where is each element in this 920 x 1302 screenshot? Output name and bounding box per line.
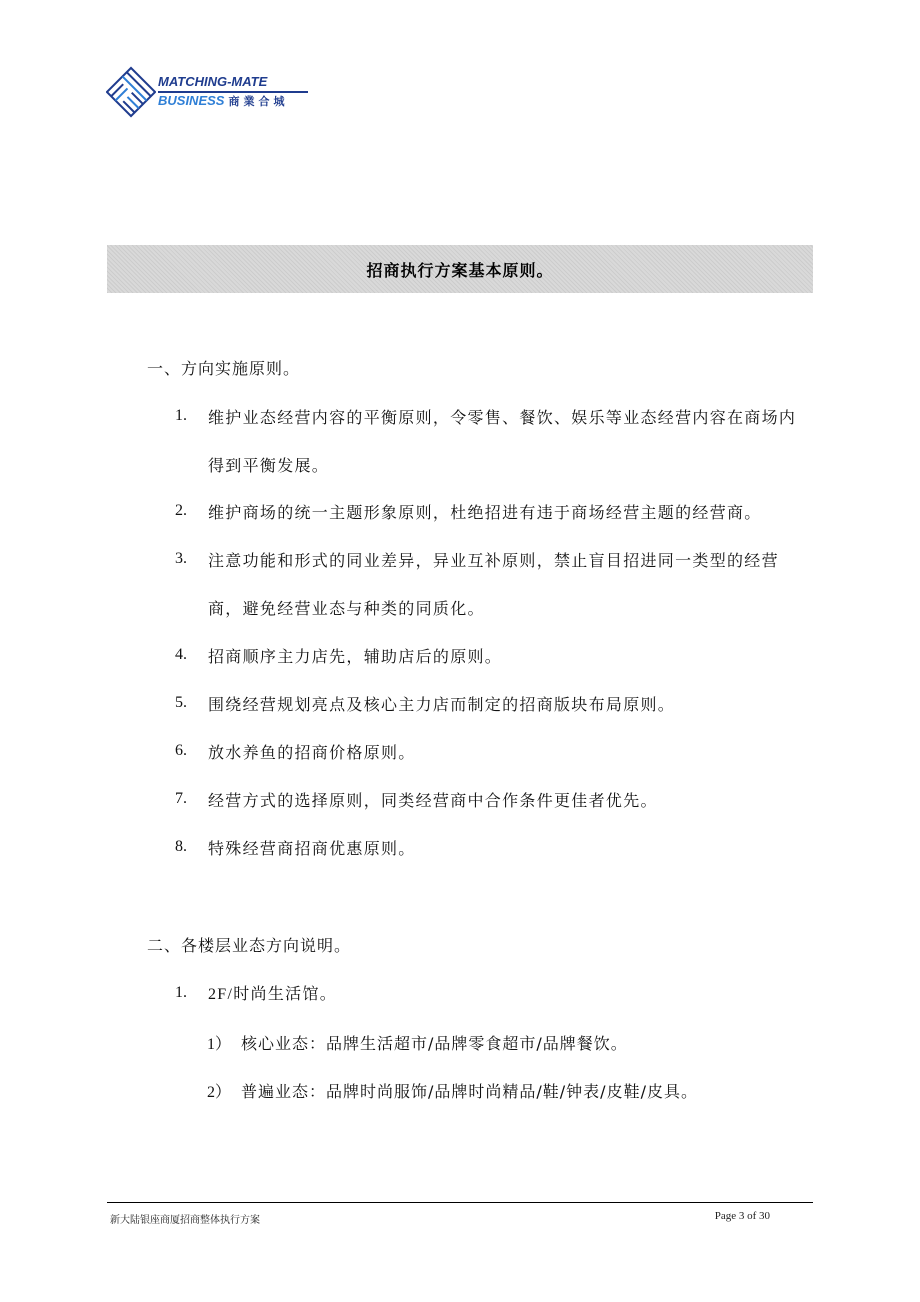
section-heading-2: 二、各楼层业态方向说明。 — [147, 936, 352, 955]
list-item-number: 2. — [175, 502, 187, 519]
list-item-text: 2F/时尚生活馆。 — [208, 986, 338, 1003]
list-item-text: 注意功能和形式的同业差异，异业互补原则，禁止盲目招进同一类型的经营商，避免经营业态与种类的同质化。 — [208, 551, 779, 618]
list-item-text: 放水养鱼的招商价格原则。 — [208, 743, 416, 762]
list-item-number: 1. — [175, 984, 187, 1001]
footer-divider — [107, 1202, 813, 1203]
list-item-text: 招商顺序主力店先，辅助店后的原则。 — [208, 647, 503, 666]
logo-wordmark-cn: 商業合城 — [228, 96, 289, 108]
list-item-number: 6. — [175, 742, 187, 759]
list-item-number: 7. — [175, 790, 187, 807]
sub-list-item-number: 2） — [207, 1084, 232, 1101]
list-item-text: 特殊经营商招商优惠原则。 — [208, 839, 416, 858]
list-item-number: 5. — [175, 694, 187, 711]
logo-wordmark-business: BUSINESS — [158, 93, 225, 108]
list-item-text: 维护业态经营内容的平衡原则，令零售、餐饮、娱乐等业态经营内容在商场内得到平衡发展。 — [208, 408, 797, 475]
logo-wordmark-top: MATCHING-MATE — [158, 74, 268, 89]
list-item-text: 围绕经营规划亮点及核心主力店而制定的招商版块布局原则。 — [208, 695, 676, 714]
section-banner — [107, 245, 813, 293]
list-item-number: 3. — [175, 550, 187, 567]
list-item-text: 维护商场的统一主题形象原则，杜绝招进有违于商场经营主题的经营商。 — [208, 503, 762, 522]
logo-mark-icon — [106, 64, 156, 120]
footer-document-title: 新大陆银座商厦招商整体执行方案 — [110, 1215, 260, 1226]
sub-list-item — [207, 1031, 628, 1054]
page-title: 招商执行方案基本原则。 — [366, 260, 554, 280]
logo-wordmark-bottom — [158, 93, 288, 109]
list-item-number: 8. — [175, 838, 187, 855]
sub-list-item-text: 核心业态：品牌生活超市/品牌零食超市/品牌餐饮。 — [241, 1034, 628, 1053]
list-item-number: 1. — [175, 407, 187, 424]
page-number: Page 3 of 30 — [714, 1210, 770, 1222]
list-item-number: 4. — [175, 646, 187, 663]
section-heading-1: 一、方向实施原则。 — [147, 359, 301, 378]
company-logo — [106, 64, 316, 120]
list-item-text: 经营方式的选择原则，同类经营商中合作条件更佳者优先。 — [208, 791, 658, 810]
sub-list-item — [207, 1079, 698, 1102]
sub-list-item-text: 普遍业态：品牌时尚服饰/品牌时尚精品/鞋/钟表/皮鞋/皮具。 — [241, 1082, 698, 1101]
sub-list-item-number: 1） — [207, 1036, 232, 1053]
